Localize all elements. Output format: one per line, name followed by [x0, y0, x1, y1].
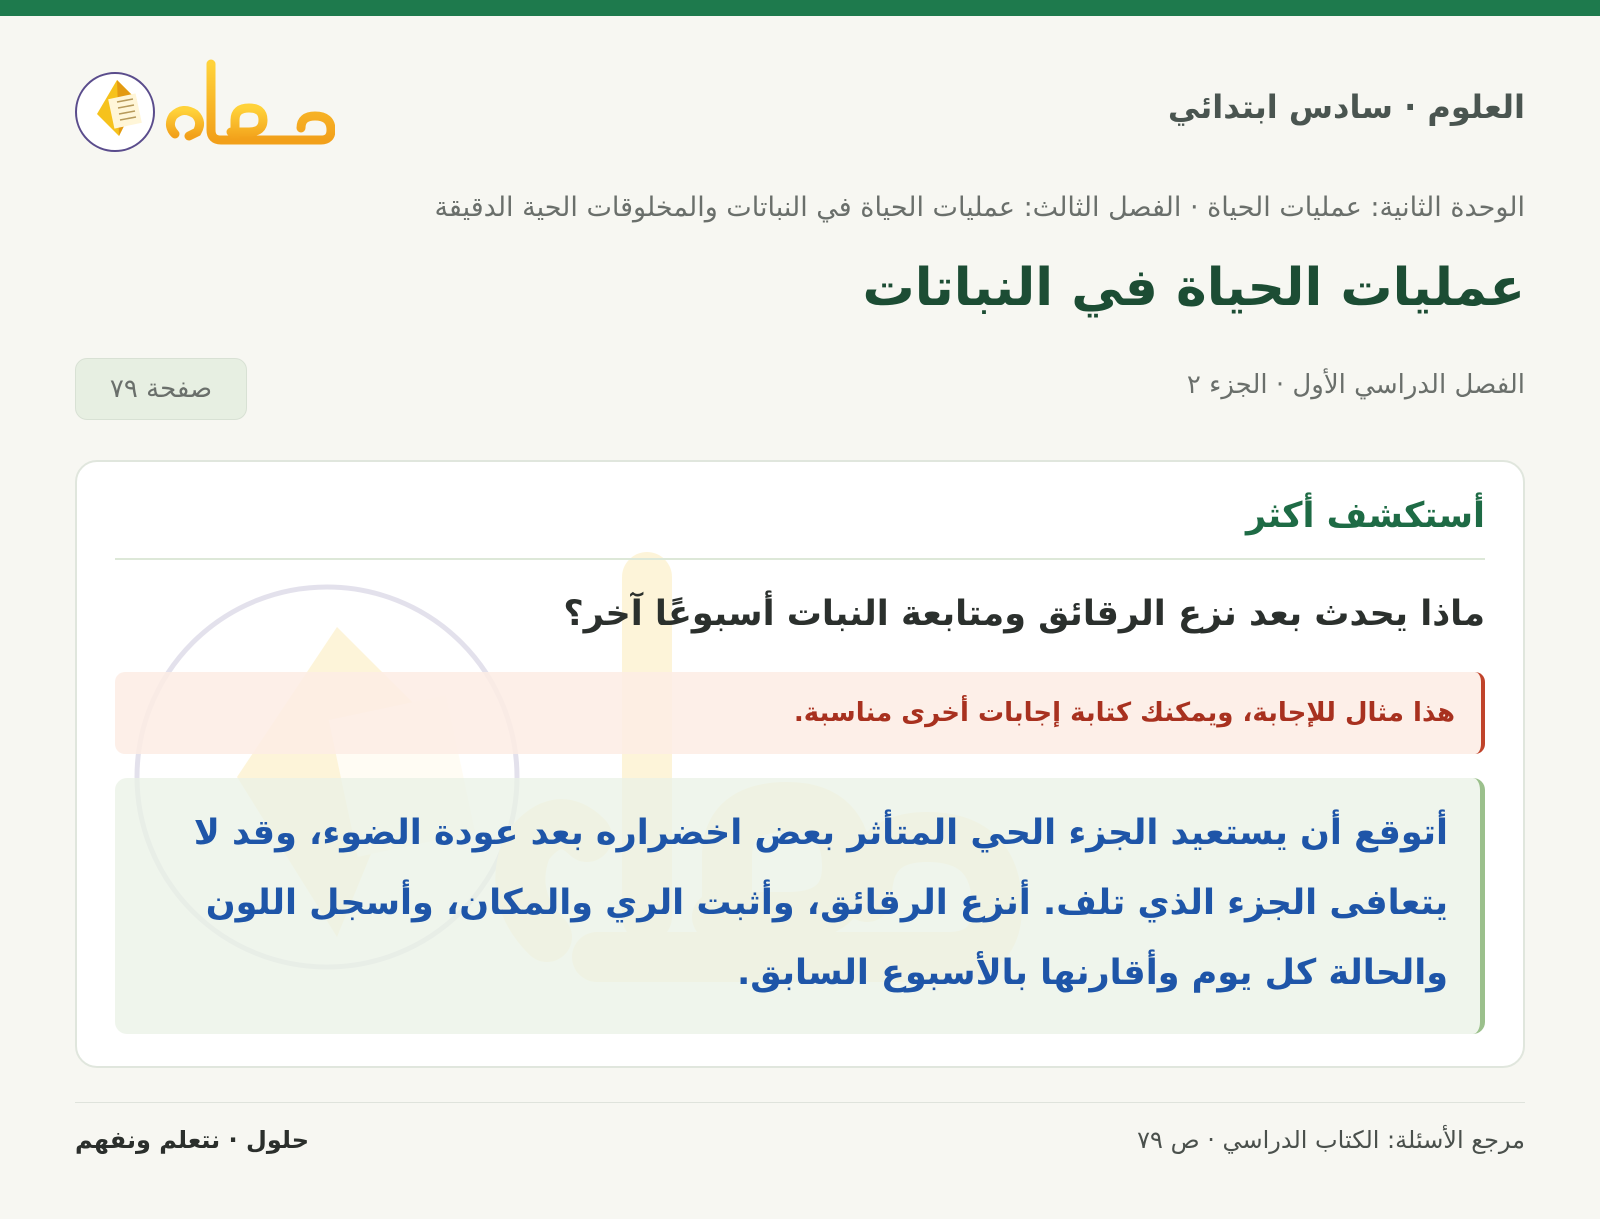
hulul-logo[interactable]	[75, 56, 335, 156]
question-text: ماذا يحدث بعد نزع الرقائق ومتابعة النبات أسبوعًا آخر؟	[563, 594, 1485, 634]
page-container	[75, 16, 1525, 1219]
breadcrumb: الوحدة الثانية: عمليات الحياة · الفصل الثالث: عمليات الحياة في النباتات والمخلوقات الحية الدقيقة	[434, 192, 1525, 223]
card-divider	[115, 558, 1485, 560]
footer-divider	[75, 1102, 1525, 1103]
subject-title: العلوم · سادس ابتدائي	[1167, 88, 1525, 126]
footer-brand: حلول · نتعلم ونفهم	[75, 1126, 309, 1154]
card-title: أستكشف أكثر	[1246, 496, 1485, 536]
term-info: الفصل الدراسي الأول · الجزء ٢	[1186, 370, 1525, 400]
answer-text: أتوقع أن يستعيد الجزء الحي المتأثر بعض اخضراره بعد عودة الضوء، وقد لا يتعافى الجزء الذي تلف. أنزع الرقائق، وأثبت الري والمكان، وأسجل اللون والحالة كل يوم وأقارنها بالأسبوع السابق.	[193, 813, 1448, 993]
exercise-card	[75, 460, 1525, 1068]
top-accent-bar	[0, 0, 1600, 16]
page-number-badge: صفحة ٧٩	[75, 358, 247, 420]
answer-note	[115, 672, 1485, 754]
answer-note-text: هذا مثال للإجابة، ويمكنك كتابة إجابات أخرى مناسبة.	[793, 698, 1455, 728]
footer-reference: مرجع الأسئلة: الكتاب الدراسي · ص ٧٩	[1137, 1126, 1525, 1154]
answer-box	[115, 778, 1485, 1034]
header	[75, 56, 1525, 156]
page-title: عمليات الحياة في النباتات	[862, 258, 1525, 318]
